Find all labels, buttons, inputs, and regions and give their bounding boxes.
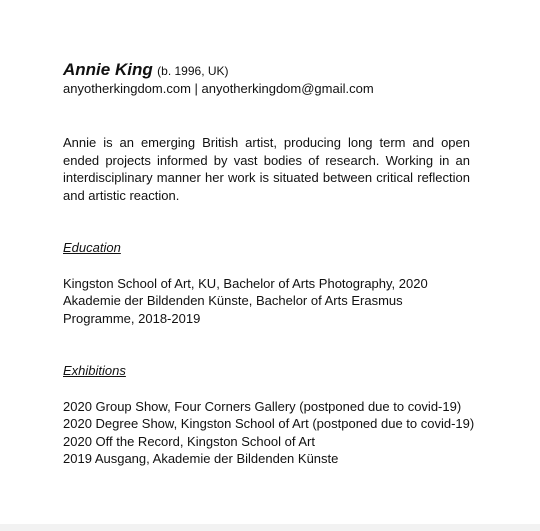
exhibition-line: 2019 Ausgang, Akademie der Bildenden Künste bbox=[63, 451, 339, 466]
birth-info: (b. 1996, UK) bbox=[157, 64, 229, 78]
exhibition-line: 2020 Degree Show, Kingston School of Art (postponed due to covid-19) bbox=[63, 416, 475, 431]
contact-line: anyotherkingdom.com | anyotherkingdom@gmail.com bbox=[63, 81, 374, 96]
artist-bio: Annie is an emerging British artist, producing long term and open ended projects informed by vast bodies of research. Working in an interdisciplinary manner her work is situated between critical reflection and artistic reaction. bbox=[63, 135, 470, 203]
education-line: Kingston School of Art, KU, Bachelor of Arts Photography, 2020 bbox=[63, 276, 428, 291]
name-line bbox=[63, 60, 229, 80]
page-bottom-edge bbox=[0, 524, 540, 531]
exhibition-line: 2020 Off the Record, Kingston School of Art bbox=[63, 434, 315, 449]
artist-name: Annie King bbox=[63, 60, 153, 79]
education-heading: Education bbox=[63, 240, 121, 255]
education-line: Programme, 2018-2019 bbox=[63, 311, 201, 326]
exhibition-line: 2020 Group Show, Four Corners Gallery (postponed due to covid-19) bbox=[63, 399, 462, 414]
education-line: Akademie der Bildenden Künste, Bachelor of Arts Erasmus bbox=[63, 293, 403, 308]
exhibitions-heading: Exhibitions bbox=[63, 363, 126, 378]
